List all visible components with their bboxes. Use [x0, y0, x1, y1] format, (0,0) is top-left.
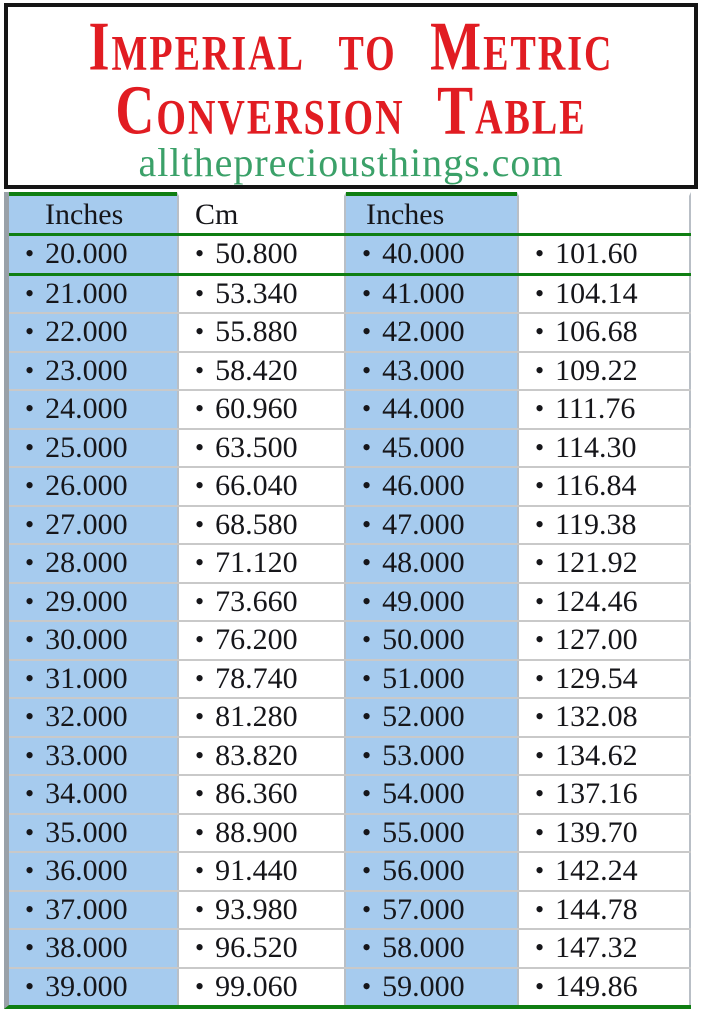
- bullet-icon: •: [535, 933, 545, 963]
- table-cell: [346, 314, 517, 351]
- table-cell: [517, 468, 691, 505]
- table-cell: [517, 853, 691, 890]
- bullet-icon: •: [25, 355, 35, 385]
- cell-value: 137.16: [555, 777, 638, 811]
- table-cell: [177, 776, 346, 813]
- table-cell: [346, 353, 517, 390]
- cell-value: 124.46: [555, 584, 638, 618]
- bullet-icon: •: [535, 471, 545, 501]
- bullet-icon: •: [195, 432, 205, 462]
- bullet-icon: •: [25, 817, 35, 847]
- table-cell: [9, 661, 177, 698]
- bullet-icon: •: [535, 239, 545, 269]
- bullet-icon: •: [195, 779, 205, 809]
- table-cell: [177, 815, 346, 852]
- table-row: [9, 273, 691, 313]
- bullet-icon: •: [195, 355, 205, 385]
- table-cell: [346, 776, 517, 813]
- cell-value: 96.520: [215, 931, 298, 965]
- table-cell: [9, 969, 177, 1006]
- table-cell: [517, 507, 691, 544]
- table-cell: [346, 892, 517, 929]
- cell-value: 147.32: [555, 931, 638, 965]
- cell-value: 86.360: [215, 777, 298, 811]
- bullet-icon: •: [25, 894, 35, 924]
- table-cell: [9, 507, 177, 544]
- table-cell: [346, 430, 517, 467]
- cell-value: 25.000: [45, 430, 128, 464]
- cell-value: 106.68: [555, 315, 638, 349]
- bullet-icon: •: [535, 317, 545, 347]
- cell-value: 66.040: [215, 469, 298, 503]
- cell-value: 43.000: [382, 353, 465, 387]
- table-cell: [517, 738, 691, 775]
- cell-value: 101.60: [555, 237, 638, 271]
- cell-value: 55.000: [382, 815, 465, 849]
- website-text: allthepreciousthings.com: [138, 140, 564, 185]
- table-row: [9, 620, 691, 659]
- cell-value: 60.960: [215, 392, 298, 426]
- bullet-icon: •: [535, 278, 545, 308]
- table-cell: [177, 584, 346, 621]
- cell-value: 132.08: [555, 700, 638, 734]
- cell-value: 149.86: [555, 969, 638, 1003]
- cell-value: 36.000: [45, 854, 128, 888]
- cell-value: 37.000: [45, 892, 128, 926]
- table-cell: [346, 468, 517, 505]
- cell-value: 41.000: [382, 276, 465, 310]
- bullet-icon: •: [535, 394, 545, 424]
- table-cell: [517, 622, 691, 659]
- cell-value: 116.84: [555, 469, 637, 503]
- table-cell: [517, 276, 691, 313]
- cell-value: 21.000: [45, 276, 128, 310]
- bullet-icon: •: [535, 894, 545, 924]
- bullet-icon: •: [195, 971, 205, 1001]
- table-cell: [177, 699, 346, 736]
- cell-value: 57.000: [382, 892, 465, 926]
- bullet-icon: •: [362, 856, 372, 886]
- cell-value: 139.70: [555, 815, 638, 849]
- cell-value: 134.62: [555, 738, 638, 772]
- table-row: [9, 505, 691, 544]
- table-cell: [177, 969, 346, 1006]
- table-cell: [346, 969, 517, 1006]
- cell-value: 30.000: [45, 623, 128, 657]
- cell-value: 47.000: [382, 507, 465, 541]
- table-cell: [177, 507, 346, 544]
- bullet-icon: •: [195, 586, 205, 616]
- cell-value: 45.000: [382, 430, 465, 464]
- table-row: [9, 312, 691, 351]
- table-cell: [346, 584, 517, 621]
- bullet-icon: •: [362, 278, 372, 308]
- bullet-icon: •: [195, 317, 205, 347]
- table-cell: [346, 276, 517, 313]
- cell-value: 78.740: [215, 661, 298, 695]
- table-cell: [177, 391, 346, 428]
- bullet-icon: •: [25, 548, 35, 578]
- table-row: [9, 928, 691, 967]
- column-header-cm-2: [517, 192, 691, 233]
- table-cell: [517, 545, 691, 582]
- bullet-icon: •: [195, 663, 205, 693]
- table-cell: [177, 930, 346, 967]
- cell-value: 53.000: [382, 738, 465, 772]
- table-cell: [177, 430, 346, 467]
- bullet-icon: •: [535, 509, 545, 539]
- table-cell: [346, 853, 517, 890]
- table-row: [9, 428, 691, 467]
- table-cell: [177, 892, 346, 929]
- column-header-cm-1: Cm: [177, 192, 346, 233]
- bullet-icon: •: [362, 586, 372, 616]
- bullet-icon: •: [25, 625, 35, 655]
- bullet-icon: •: [25, 394, 35, 424]
- table-cell: [346, 661, 517, 698]
- table-cell: [346, 507, 517, 544]
- bullet-icon: •: [535, 355, 545, 385]
- table-cell: [177, 468, 346, 505]
- bullet-icon: •: [535, 971, 545, 1001]
- bullet-icon: •: [25, 586, 35, 616]
- bullet-icon: •: [25, 856, 35, 886]
- bullet-icon: •: [535, 817, 545, 847]
- cell-value: 29.000: [45, 584, 128, 618]
- cell-value: 144.78: [555, 892, 638, 926]
- bullet-icon: •: [25, 933, 35, 963]
- bullet-icon: •: [362, 317, 372, 347]
- cell-value: 53.340: [215, 276, 298, 310]
- cell-value: 109.22: [555, 353, 638, 387]
- bullet-icon: •: [535, 779, 545, 809]
- bullet-icon: •: [25, 779, 35, 809]
- cell-value: 31.000: [45, 661, 128, 695]
- table-cell: [517, 430, 691, 467]
- table-cell: [517, 815, 691, 852]
- table-cell: [9, 545, 177, 582]
- cell-value: 71.120: [215, 546, 298, 580]
- table-cell: [9, 430, 177, 467]
- cell-value: 56.000: [382, 854, 465, 888]
- cell-value: 104.14: [555, 276, 638, 310]
- table-row: [9, 389, 691, 428]
- bullet-icon: •: [25, 471, 35, 501]
- bullet-icon: •: [195, 239, 205, 269]
- table-cell: [9, 276, 177, 313]
- cell-value: 34.000: [45, 777, 128, 811]
- cell-value: 46.000: [382, 469, 465, 503]
- cell-value: 81.280: [215, 700, 298, 734]
- table-cell: [177, 622, 346, 659]
- cell-value: 26.000: [45, 469, 128, 503]
- bullet-icon: •: [535, 663, 545, 693]
- bullet-icon: •: [25, 432, 35, 462]
- table-cell: [346, 391, 517, 428]
- table-row: [9, 851, 691, 890]
- bullet-icon: •: [535, 740, 545, 770]
- bullet-icon: •: [195, 702, 205, 732]
- table-cell: [517, 661, 691, 698]
- bullet-icon: •: [195, 509, 205, 539]
- bullet-icon: •: [25, 740, 35, 770]
- table-cell: [346, 622, 517, 659]
- table-cell: [177, 314, 346, 351]
- bullet-icon: •: [195, 625, 205, 655]
- bullet-icon: •: [362, 971, 372, 1001]
- bullet-icon: •: [535, 432, 545, 462]
- bullet-icon: •: [535, 625, 545, 655]
- table-cell: [9, 853, 177, 890]
- bullet-icon: •: [195, 933, 205, 963]
- bullet-icon: •: [25, 239, 35, 269]
- cell-value: 51.000: [382, 661, 465, 695]
- cell-value: 142.24: [555, 854, 638, 888]
- bullet-icon: •: [195, 471, 205, 501]
- table-row: [9, 890, 691, 929]
- table-cell: [177, 236, 346, 273]
- table-cell: [346, 236, 517, 273]
- bullet-icon: •: [362, 894, 372, 924]
- table-row: [9, 543, 691, 582]
- table-cell: [9, 622, 177, 659]
- cell-value: 50.000: [382, 623, 465, 657]
- table-cell: [346, 545, 517, 582]
- table-cell: [9, 353, 177, 390]
- bullet-icon: •: [25, 317, 35, 347]
- bullet-icon: •: [25, 702, 35, 732]
- bullet-icon: •: [195, 856, 205, 886]
- table-cell: [9, 584, 177, 621]
- table-row: [9, 736, 691, 775]
- table-header-row: [9, 192, 691, 233]
- bullet-icon: •: [535, 548, 545, 578]
- table-cell: [9, 815, 177, 852]
- cell-value: 88.900: [215, 815, 298, 849]
- cell-value: 119.38: [555, 507, 637, 541]
- bullet-icon: •: [362, 239, 372, 269]
- title-line-1: Imperial to Metric: [88, 7, 614, 86]
- bullet-icon: •: [362, 509, 372, 539]
- table-cell: [346, 930, 517, 967]
- cell-value: 52.000: [382, 700, 465, 734]
- table-row: [9, 697, 691, 736]
- bullet-icon: •: [195, 894, 205, 924]
- column-header-inches-1: Inches: [9, 192, 177, 233]
- cell-value: 58.000: [382, 931, 465, 965]
- cell-value: 49.000: [382, 584, 465, 618]
- cell-value: 93.980: [215, 892, 298, 926]
- table-cell: [517, 314, 691, 351]
- cell-value: 99.060: [215, 969, 298, 1003]
- bullet-icon: •: [362, 471, 372, 501]
- bullet-icon: •: [362, 625, 372, 655]
- cell-value: 35.000: [45, 815, 128, 849]
- bullet-icon: •: [535, 856, 545, 886]
- table-body: [9, 233, 691, 1005]
- cell-value: 76.200: [215, 623, 298, 657]
- bullet-icon: •: [195, 278, 205, 308]
- cell-value: 68.580: [215, 507, 298, 541]
- cell-value: 129.54: [555, 661, 638, 695]
- bullet-icon: •: [362, 355, 372, 385]
- cell-value: 28.000: [45, 546, 128, 580]
- table-cell: [517, 930, 691, 967]
- bullet-icon: •: [362, 394, 372, 424]
- cell-value: 73.660: [215, 584, 298, 618]
- table-cell: [346, 738, 517, 775]
- cell-value: 32.000: [45, 700, 128, 734]
- table-cell: [517, 391, 691, 428]
- title-line-2: Conversion Table: [115, 71, 587, 149]
- table-cell: [346, 815, 517, 852]
- cell-value: 33.000: [45, 738, 128, 772]
- cell-value: 127.00: [555, 623, 638, 657]
- bullet-icon: •: [362, 740, 372, 770]
- cell-value: 58.420: [215, 353, 298, 387]
- conversion-table: [4, 192, 691, 1009]
- bullet-icon: •: [362, 702, 372, 732]
- table-cell: [9, 236, 177, 273]
- cell-value: 24.000: [45, 392, 128, 426]
- table-cell: [177, 353, 346, 390]
- table-row: [9, 774, 691, 813]
- bullet-icon: •: [195, 740, 205, 770]
- table-row: [9, 813, 691, 852]
- bullet-icon: •: [362, 432, 372, 462]
- bullet-icon: •: [195, 817, 205, 847]
- table-row: [9, 466, 691, 505]
- cell-value: 121.92: [555, 546, 638, 580]
- cell-value: 50.800: [215, 237, 298, 271]
- bullet-icon: •: [362, 817, 372, 847]
- bullet-icon: •: [195, 394, 205, 424]
- table-cell: [177, 276, 346, 313]
- cell-value: 59.000: [382, 969, 465, 1003]
- cell-value: 54.000: [382, 777, 465, 811]
- table-cell: [9, 468, 177, 505]
- table-cell: [9, 930, 177, 967]
- cell-value: 22.000: [45, 315, 128, 349]
- cell-value: 20.000: [45, 237, 128, 271]
- table-cell: [9, 699, 177, 736]
- table-cell: [517, 969, 691, 1006]
- bullet-icon: •: [362, 779, 372, 809]
- bullet-icon: •: [362, 933, 372, 963]
- column-header-inches-2: Inches: [346, 192, 517, 233]
- table-row: [9, 582, 691, 621]
- bullet-icon: •: [535, 586, 545, 616]
- table-row: [9, 659, 691, 698]
- cell-value: 111.76: [555, 392, 636, 426]
- cell-value: 42.000: [382, 315, 465, 349]
- cell-value: 114.30: [555, 430, 637, 464]
- bullet-icon: •: [25, 509, 35, 539]
- bullet-icon: •: [195, 548, 205, 578]
- cell-value: 23.000: [45, 353, 128, 387]
- table-row: [9, 233, 691, 273]
- cell-value: 39.000: [45, 969, 128, 1003]
- cell-value: 40.000: [382, 237, 465, 271]
- table-cell: [9, 738, 177, 775]
- cell-value: 55.880: [215, 315, 298, 349]
- table-cell: [9, 314, 177, 351]
- table-cell: [346, 699, 517, 736]
- table-cell: [517, 236, 691, 273]
- table-cell: [9, 391, 177, 428]
- table-row: [9, 351, 691, 390]
- bullet-icon: •: [25, 971, 35, 1001]
- cell-value: 63.500: [215, 430, 298, 464]
- table-cell: [517, 584, 691, 621]
- table-cell: [177, 853, 346, 890]
- cell-value: 91.440: [215, 854, 298, 888]
- table-cell: [517, 699, 691, 736]
- table-row: [9, 967, 691, 1006]
- cell-value: 27.000: [45, 507, 128, 541]
- cell-value: 48.000: [382, 546, 465, 580]
- table-cell: [177, 661, 346, 698]
- cell-value: 44.000: [382, 392, 465, 426]
- bullet-icon: •: [25, 278, 35, 308]
- table-cell: [9, 776, 177, 813]
- bullet-icon: •: [362, 663, 372, 693]
- table-cell: [9, 892, 177, 929]
- bullet-icon: •: [25, 663, 35, 693]
- table-cell: [177, 545, 346, 582]
- table-cell: [517, 892, 691, 929]
- cell-value: 83.820: [215, 738, 298, 772]
- cell-value: 38.000: [45, 931, 128, 965]
- bullet-icon: •: [535, 702, 545, 732]
- table-cell: [177, 738, 346, 775]
- bullet-icon: •: [362, 548, 372, 578]
- table-cell: [517, 353, 691, 390]
- header-box: [4, 3, 698, 189]
- table-cell: [517, 776, 691, 813]
